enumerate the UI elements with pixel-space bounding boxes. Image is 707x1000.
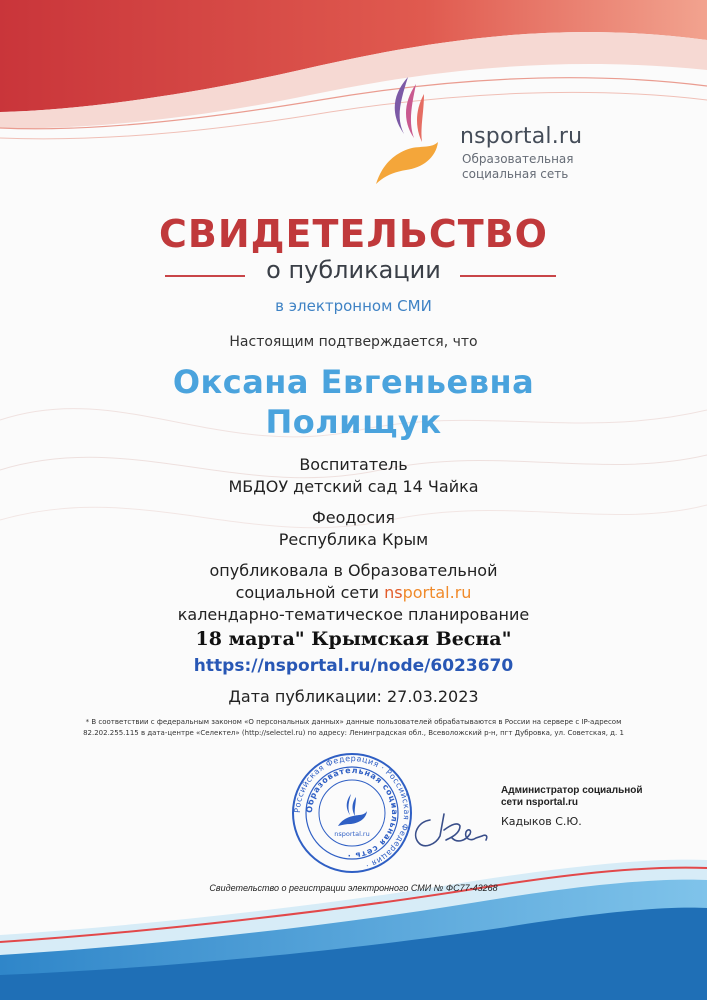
recipient-region: Республика Крым bbox=[278, 530, 429, 549]
stamp-inner-text: Образовательная социальная сеть · bbox=[304, 765, 400, 861]
brand-tagline-2: социальная сеть bbox=[462, 167, 569, 181]
footnote-line-2: 82.202.255.115 в дата-центре «Селектел» (http://selectel.ru) по адресу: Ленинградская обл., Всеволожский р-н, пгт Дубровка, ул. Советская, д. 1 bbox=[83, 729, 624, 737]
admin-title-line2: сети nsportal.ru bbox=[501, 797, 579, 808]
publication-date: Дата публикации: 27.03.2023 bbox=[228, 687, 479, 706]
confirm-text: Настоящим подтверждается, что bbox=[229, 334, 478, 350]
official-stamp bbox=[291, 752, 413, 874]
publication-link[interactable]: https://nsportal.ru/node/6023670 bbox=[193, 656, 514, 676]
published-line-2 bbox=[0, 583, 707, 602]
admin-title-line1: Администратор социальной bbox=[501, 785, 643, 796]
recipient-name-line1: Оксана Евгеньевна bbox=[172, 363, 535, 401]
recipient-position: Воспитатель bbox=[299, 455, 408, 474]
stamp-center-text: nsportal.ru bbox=[334, 830, 370, 838]
footnote-line-1: * В соответствии с федеральным законом «О персональных данных» данные пользователей обрабатываются в России на сервере с IP-адресом bbox=[85, 718, 622, 726]
published-line-1: опубликовала в Образовательной bbox=[209, 561, 498, 580]
recipient-organization: МБДОУ детский сад 14 Чайка bbox=[228, 477, 479, 496]
work-title: 18 марта" Крымская Весна" bbox=[195, 628, 512, 650]
certificate-subtitle: о публикации bbox=[266, 256, 441, 284]
brand-tagline-1: Образовательная bbox=[462, 152, 574, 166]
recipient-city: Феодосия bbox=[311, 508, 396, 527]
nsportal-logo-icon bbox=[370, 72, 445, 187]
certificate-title: СВИДЕТЕЛЬСТВО bbox=[159, 212, 548, 256]
admin-name: Кадыков С.Ю. bbox=[501, 815, 582, 828]
brand-name: nsportal.ru bbox=[460, 124, 583, 149]
recipient-name-line2: Полищук bbox=[265, 403, 442, 441]
registration-text: Свидетельство о регистрации электронного СМИ № ФС77-43268 bbox=[209, 883, 498, 893]
published-line-2-prefix: социальной сети bbox=[235, 583, 379, 602]
stamp-outer-text: Российская Федерация · Российская Федерация · bbox=[292, 753, 412, 871]
published-brand-ns: ns bbox=[384, 583, 403, 602]
media-note: в электронном СМИ bbox=[275, 297, 432, 315]
material-type: календарно-тематическое планирование bbox=[177, 605, 530, 624]
signature bbox=[400, 800, 500, 860]
published-brand-portal: portal.ru bbox=[402, 583, 472, 602]
